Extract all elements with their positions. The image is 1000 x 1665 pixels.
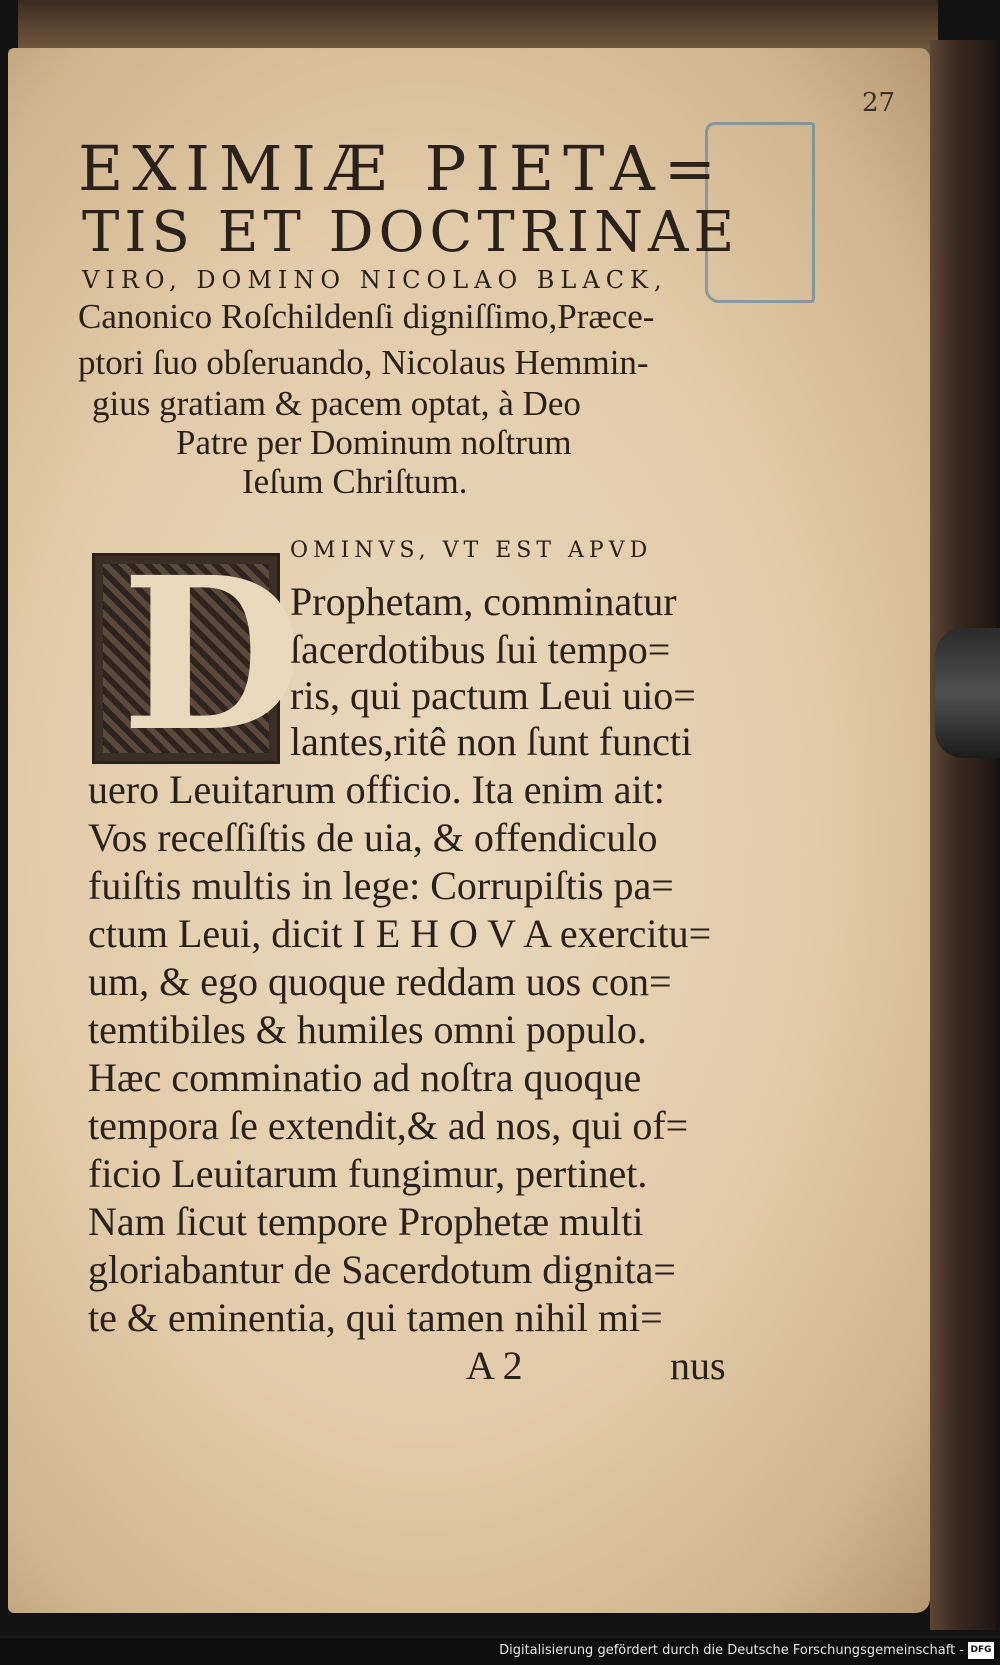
dfg-logo: DFG (968, 1642, 994, 1659)
dedication-line: ptori ſuo obſeruando, Nicolaus Hemmin- (78, 343, 649, 382)
body-line: tempora ſe extendit,& ad nos, qui of= (88, 1103, 689, 1148)
dedication-line: Patre per Dominum noſtrum (176, 423, 572, 462)
body-line: ctum Leui, dicit I E H O V A exercitu= (88, 911, 712, 956)
page-clip (935, 628, 1000, 758)
body-line: Nam ſicut tempore Prophetæ multi (88, 1199, 644, 1244)
signature-mark: A 2 (466, 1343, 523, 1388)
dedication-line: Ieſum Chriſtum. (242, 462, 468, 501)
body-line: gloriabantur de Sacerdotum dignita= (88, 1247, 676, 1292)
dedication-line: Canonico Roſchildenſi digniſſimo,Præce- (78, 297, 655, 336)
book-spine (930, 40, 996, 1630)
title-line-2: TIS ET DOCTRINAE (82, 200, 740, 265)
dedication-line: gius gratiam & pacem optat, à Deo (92, 384, 581, 423)
body-line: te & eminentia, qui tamen nihil mi= (88, 1295, 663, 1340)
catchword: nus (670, 1343, 726, 1388)
body-line: Prophetam, comminatur (290, 579, 677, 624)
digitization-footer (0, 1638, 1000, 1665)
dedication-caps-line: VIRO, DOMINO NICOLAO BLACK, (82, 266, 668, 294)
body-line: um, & ego quoque reddam uos con= (88, 959, 672, 1004)
body-line: lantes,ritê non ſunt functi (290, 719, 693, 764)
initial-letter: D (121, 531, 304, 778)
title-line-1: EXIMIÆ PIETA= (78, 132, 725, 205)
body-line: ſacerdotibus ſui tempo= (290, 627, 671, 672)
body-line: ficio Leuitarum fungimur, pertinet. (88, 1151, 648, 1196)
body-line: uero Leuitarum officio. Ita enim ait: (88, 767, 665, 812)
body-line: Vos receſſiſtis de uia, & offendiculo (88, 815, 658, 860)
body-line: temtibiles & humiles omni populo. (88, 1007, 647, 1052)
opening-caps-line: OMINVS, VT EST APVD (290, 538, 653, 563)
body-line: Hæc comminatio ad noſtra quoque (88, 1055, 642, 1100)
folio-number: 27 (862, 88, 896, 118)
footer-credit: Digitalisierung gefördert durch die Deutsche Forschungsgemeinschaft - (499, 1643, 964, 1658)
decorated-initial (92, 531, 304, 778)
body-line: ris, qui pactum Leui uio= (290, 673, 696, 718)
body-line: fuiſtis multis in lege: Corrupiſtis pa= (88, 863, 674, 908)
